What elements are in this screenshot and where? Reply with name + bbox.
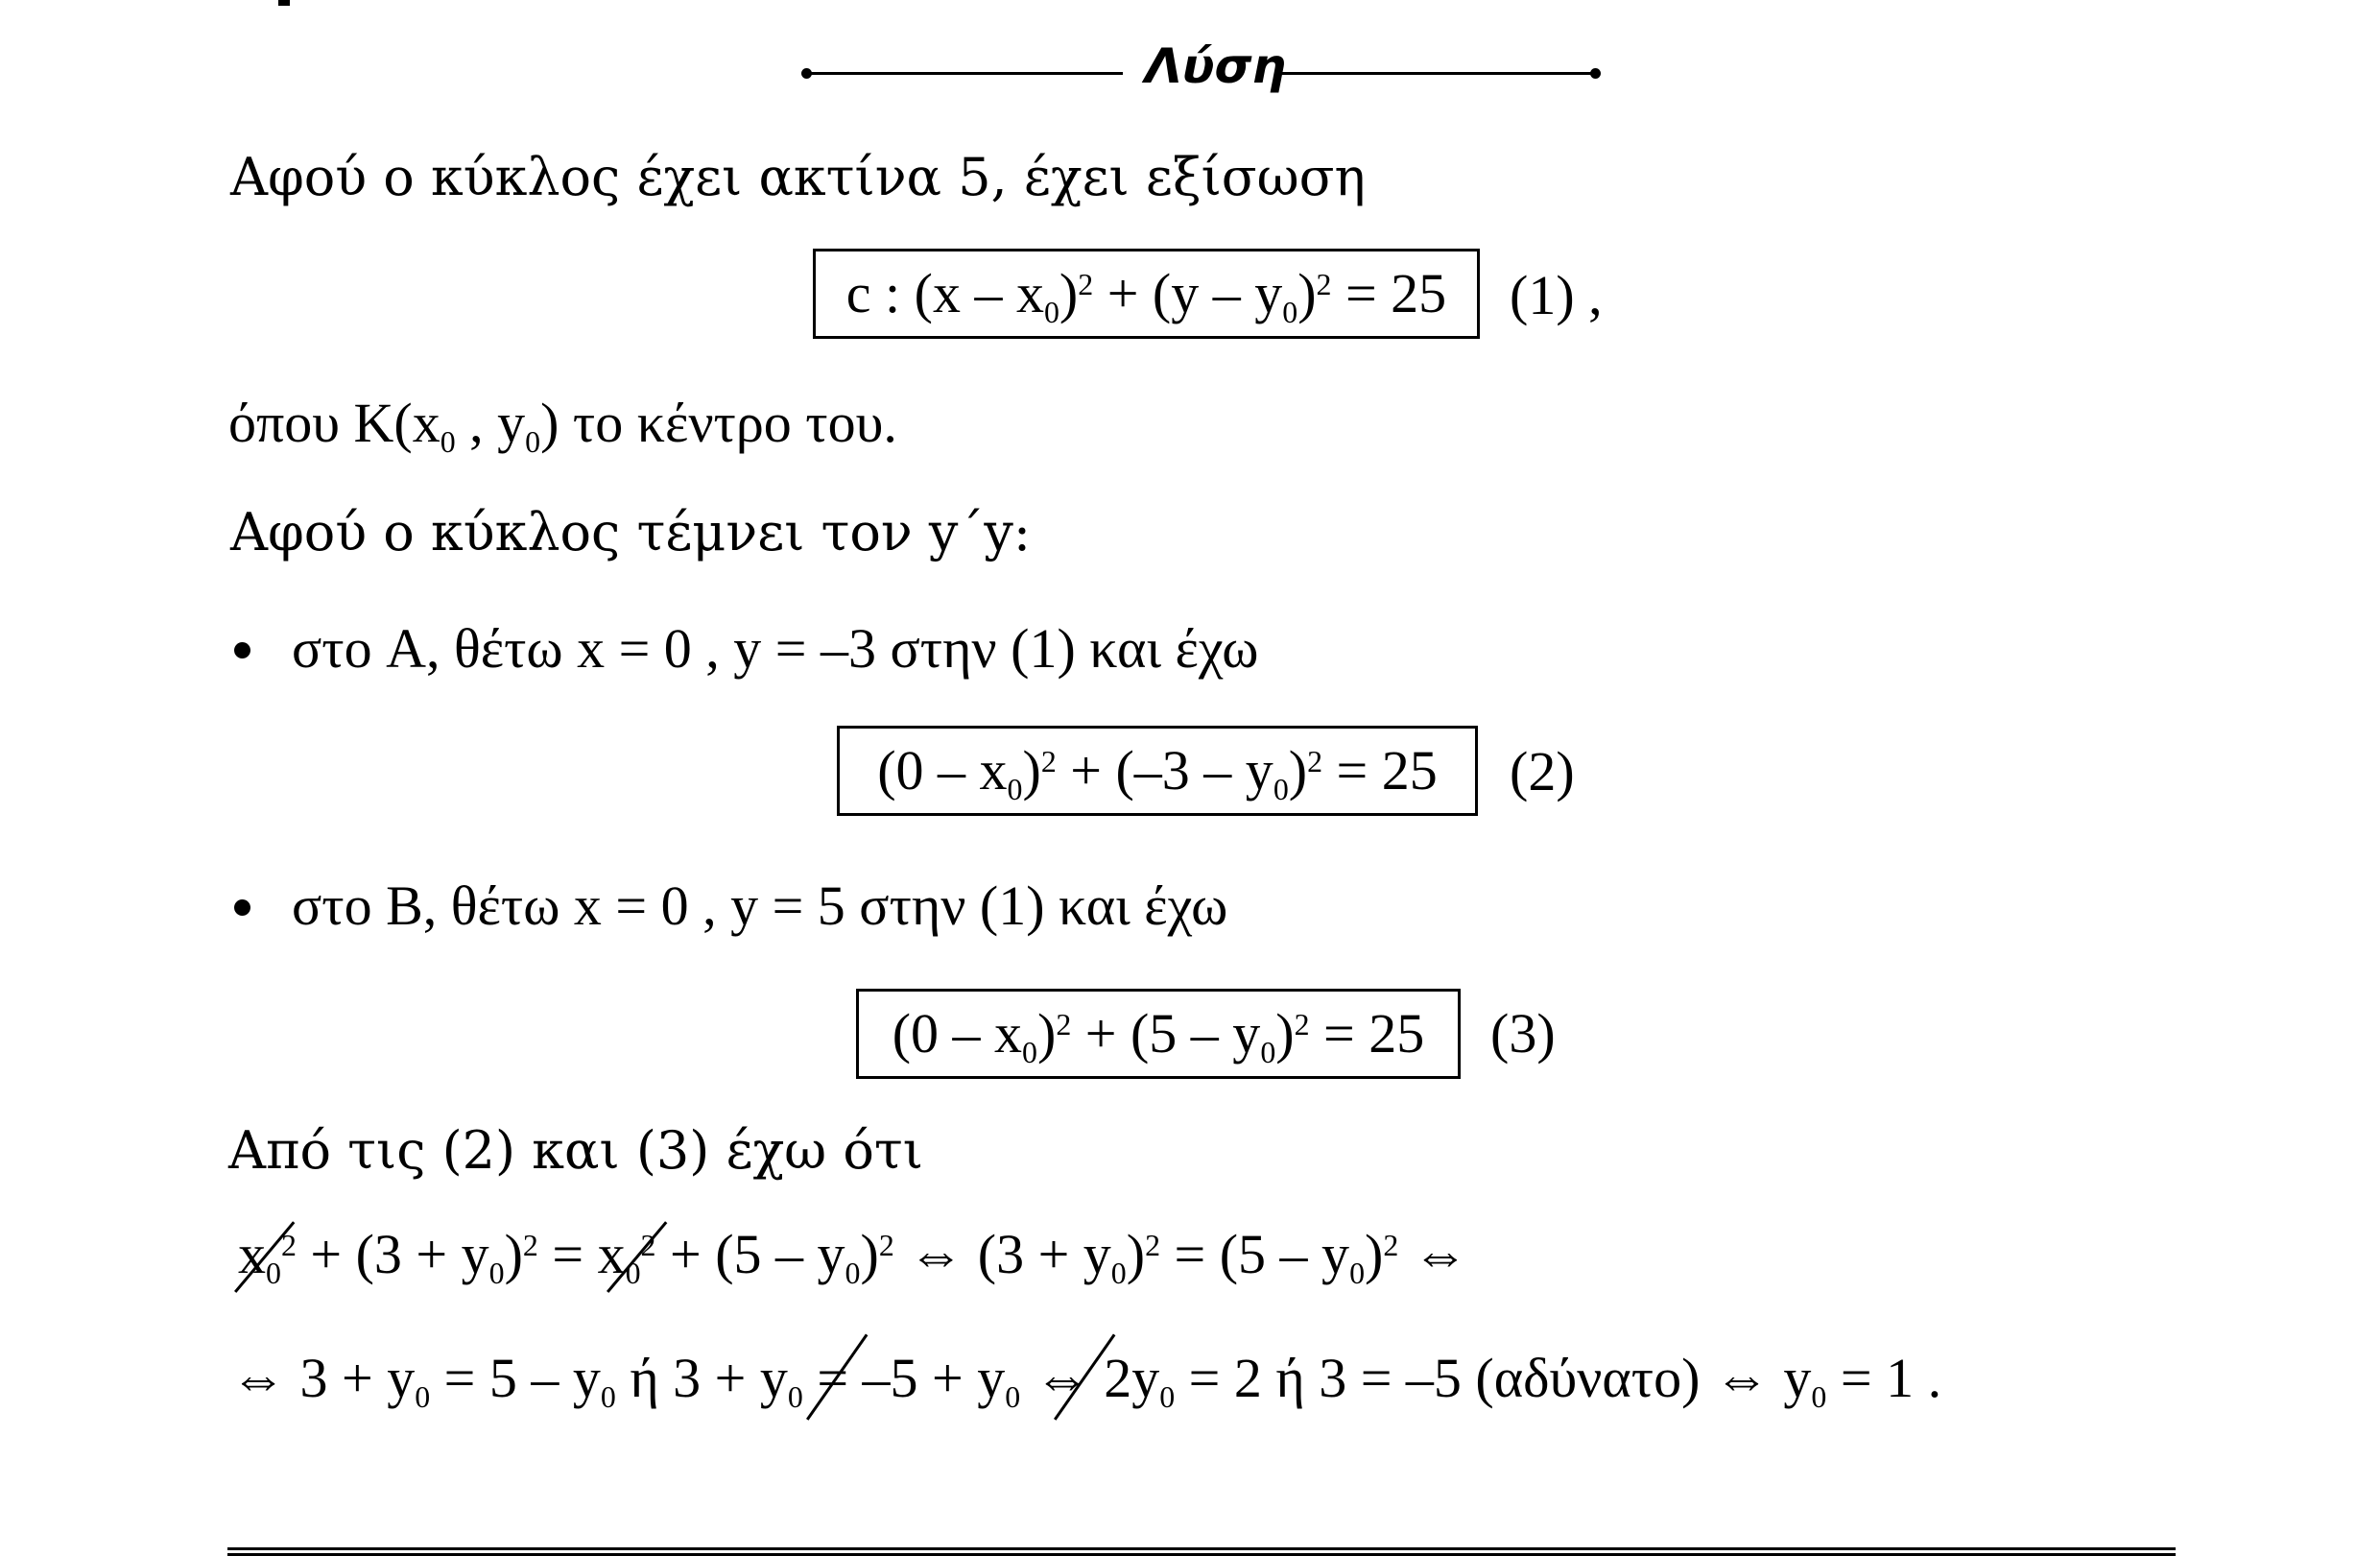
- cropped-text-fragment: [278, 0, 290, 6]
- bullet-1-text: στο A, θέτω x = 0 , y = –3 στην (1) και έχω: [292, 617, 1259, 680]
- equation-2: $(0 - x_0)^2 + (-3 - y_0)^2 = 25$: [877, 739, 1438, 807]
- header-right-line: [1281, 72, 1596, 75]
- header-left-line: [806, 72, 1123, 75]
- equation-3-tag: (3): [1490, 1002, 1556, 1065]
- derivation-line-2: ⇔ $3 + y_0 = 5 - y_0$ ή $3 + y_0 = -5 + y_0$ ⇔ $2y_0 = 2$ ή 3 = –5 (αδύνατο) ⇔ $y_0 = 1$ .: [230, 1347, 1942, 1415]
- intersect-text: Αφού ο κύκλος τέμνει τον y΄y:: [230, 502, 1032, 563]
- derivation-line-1: $x_0^2 + (3 + y_0)^2 = x_0^2 + (5 - y_0)^2$ ⇔ $(3 + y_0)^2 = (5 - y_0)^2$ ⇔: [238, 1223, 1468, 1291]
- equation-1-box: [813, 249, 1480, 339]
- header-right-dot: [1590, 68, 1601, 79]
- equation-3-box: [856, 989, 1461, 1079]
- bottom-rule-visible: [227, 1547, 2176, 1550]
- center-text: όπου $K(x_0$ , $y_0$) το κέντρο του.: [228, 392, 897, 460]
- intro-text: Αφού ο κύκλος έχει ακτίνα 5, έχει εξίσωση: [230, 147, 1366, 207]
- bullet-2: [234, 899, 250, 916]
- header-title: Λύση: [1145, 38, 1286, 94]
- equation-1-tag: (1) ,: [1510, 264, 1603, 326]
- from-2-3-text: Από τις (2) και (3) έχω ότι: [228, 1120, 923, 1181]
- bullet-1: [234, 642, 250, 658]
- equation-3: $(0 - x_0)^2 + (5 - y_0)^2 = 25$: [892, 1002, 1425, 1070]
- equation-1: c : $(x - x_0)^2 + (y - y_0)^2 = 25$: [845, 262, 1447, 330]
- equation-2-box: [837, 726, 1478, 816]
- bullet-2-text: στο B, θέτω x = 0 , y = 5 στην (1) και έχω: [292, 874, 1228, 937]
- equation-2-tag: (2): [1510, 740, 1575, 802]
